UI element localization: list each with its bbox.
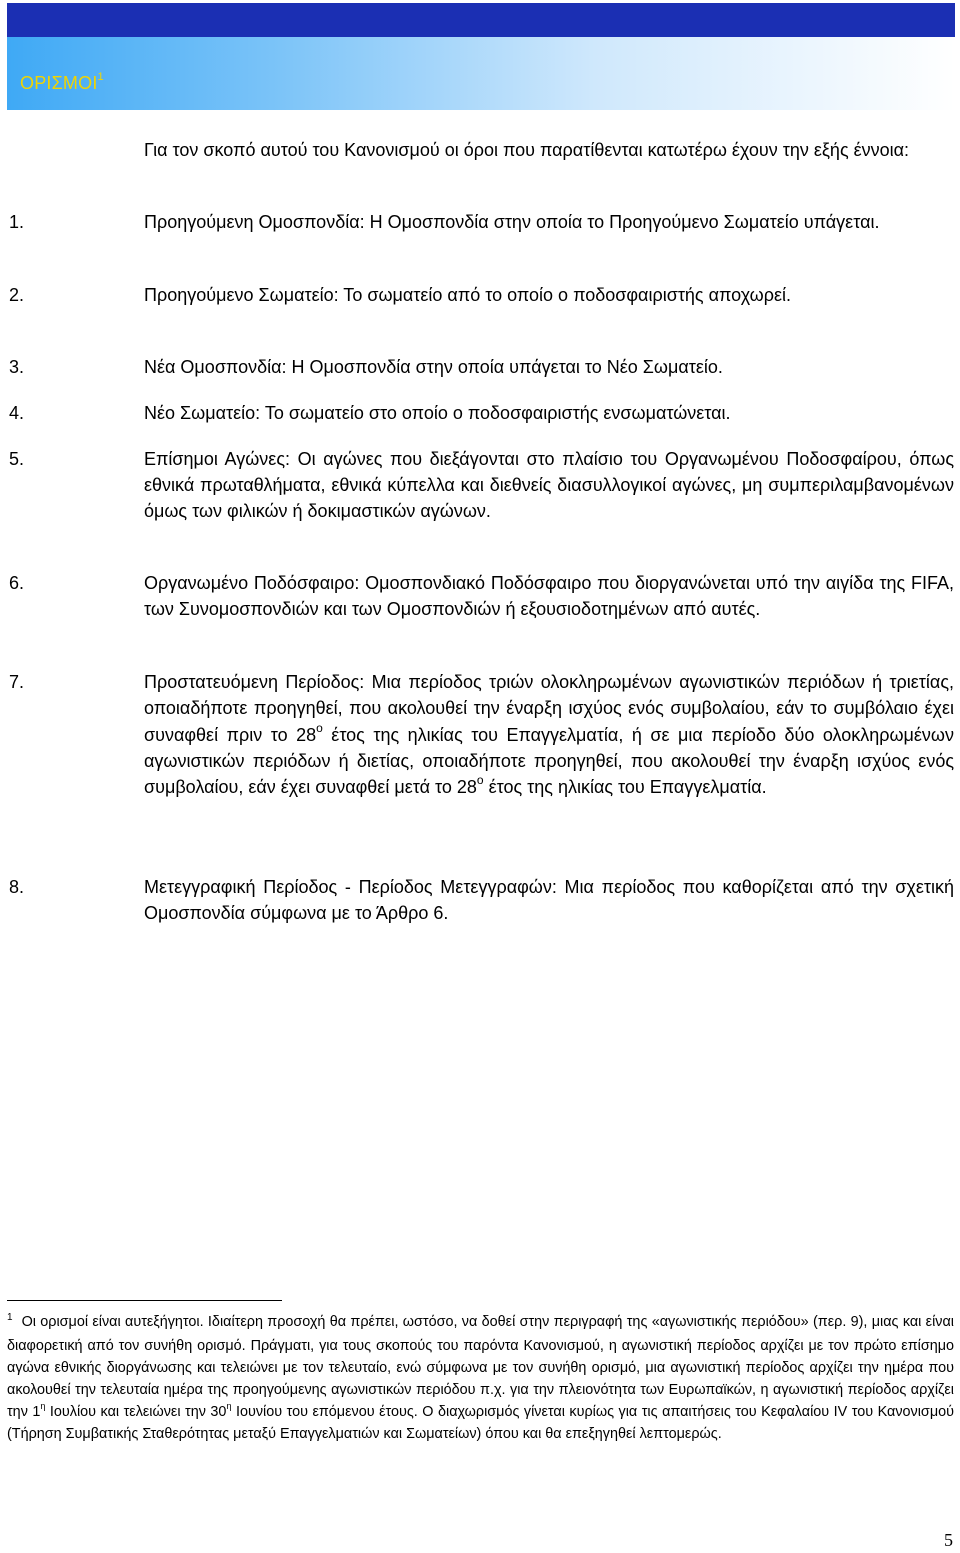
page-number: 5	[944, 1530, 953, 1550]
ordinal-superscript: η	[226, 1401, 232, 1412]
definition-number: 4.	[9, 403, 25, 423]
definition-number: 2.	[9, 285, 25, 305]
definition-number: 1.	[9, 212, 25, 232]
definition-text-part: Προστατευόμενη Περίοδος: Μια περίοδος τριών ολοκληρωμένων αγωνιστικών περιόδων ή τριετίας, οποιαδήποτε προηγηθεί, που ακολουθεί την έναρξη ισχύος ενός συμβολαίου, εάν το συμβόλαιο έχει συναφθεί πριν το 28	[144, 672, 954, 745]
definition-text: Νέο Σωματείο: Το σωματείο στο οποίο ο ποδοσφαιριστής ενσωματώνεται.	[144, 403, 731, 423]
footnote-separator	[7, 1300, 282, 1301]
definition-text: Προηγούμενο Σωματείο: Το σωματείο από το οποίο ο ποδοσφαιριστής αποχωρεί.	[144, 285, 791, 305]
definition-number: 6.	[9, 573, 25, 593]
definition-text: Νέα Ομοσπονδία: Η Ομοσπονδία στην οποία υπάγεται το Νέο Σωματείο.	[144, 357, 723, 377]
ordinal-superscript: ο	[476, 773, 484, 788]
footnote	[7, 1311, 954, 1445]
section-title-text: ΟΡΙΣΜΟΙ	[20, 73, 98, 93]
footnote-text-part: Ιουνίου του επόμενου έτους. Ο διαχωρισμός γίνεται κυρίως για τις απαιτήσεις του Κεφαλαίου IV του Κανονισμού (Τήρηση Συμβατικής Σταθερότητας μεταξύ Επαγγελματιών και Σωματείων) όπου και θα επεξηγηθεί λεπτομερώς.	[7, 1404, 954, 1442]
footnote-text-part: Οι ορισμοί είναι αυτεξήγητοι. Ιδιαίτερη προσοχή θα πρέπει, ωστόσο, να δοθεί στην περιγραφή της «αγωνιστικής περιόδου» (περ. 9), μιας και είναι διαφορετική από τον συνήθη ορισμό. Πράγματι, για τους σκοπούς του παρόντα Κανονισμού, η αγωνιστική περίοδος αρχίζει με τον πρώτο επίσημο αγώνα εθνικής διοργάνωσης και τελειώνει με τον τελευταίο, ενώ σύμφωνα με τον συνήθη ορισμό, μια αγωνιστική περίοδος αρχίζει την ημέρα που ακολουθεί την τελευταία ημέρα της προηγούμενης αγωνιστικών περιόδου π.χ. για την πλειονότητα των Ευρωπαϊκών, η αγωνιστική περίοδος αρχίζει την 1	[7, 1314, 954, 1420]
definition-text: Επίσημοι Αγώνες: Οι αγώνες που διεξάγονται στο πλαίσιο του Οργανωμένου Ποδοσφαίρου, όπως εθνικά πρωταθλήματα, εθνικά κύπελλα και διεθνείς διασυλλογικοί αγώνες, μη συμπεριλαμβανομένων όμως των φιλικών ή δοκιμαστικών αγώνων.	[144, 449, 954, 521]
intro-paragraph: Για τον σκοπό αυτού του Κανονισμού οι όροι που παρατίθενται κατωτέρω έχουν την εξής έννοια:	[144, 140, 910, 160]
footnote-text-part: Ιουλίου και τελειώνει την 30	[45, 1404, 227, 1420]
definition-number: 3.	[9, 357, 25, 377]
definition-number: 7.	[9, 672, 25, 692]
definition-number: 5.	[9, 449, 25, 469]
ordinal-superscript: η	[40, 1401, 46, 1412]
definition-text-part: έτος της ηλικίας του Επαγγελματία.	[483, 777, 767, 798]
definition-text-part: έτος της ηλικίας του Επαγγελματία, ή σε μια περίοδο δύο ολοκληρωμένων αγωνιστικών περιόδων ή διετίας, οποιαδήποτε προηγηθεί, που ακολουθεί την έναρξη ισχύος ενός συμβολαίου, εάν έχει συναφθεί μετά το 28	[144, 724, 954, 798]
footnote-reference: 1	[97, 71, 104, 83]
footnote-mark: 1	[7, 1312, 13, 1323]
ordinal-superscript: ο	[316, 720, 323, 735]
definition-text: Μετεγγραφική Περίοδος - Περίοδος Μετεγγραφών: Μια περίοδος που καθορίζεται από την σχετική Ομοσπονδία σύμφωνα με το Άρθρο 6.	[144, 877, 954, 923]
definition-text: Οργανωμένο Ποδόσφαιρο: Ομοσπονδιακό Ποδόσφαιρο που διοργανώνεται υπό την αιγίδα της FIFA, των Συνομοσπονδιών και των Ομοσπονδιών ή εξουσιοδοτημένων από αυτές.	[144, 573, 954, 619]
definition-text: Προηγούμενη Ομοσπονδία: Η Ομοσπονδία στην οποία το Προηγούμενο Σωματείο υπάγεται.	[144, 212, 880, 232]
definition-number: 8.	[9, 877, 25, 897]
definition-text	[144, 669, 954, 800]
